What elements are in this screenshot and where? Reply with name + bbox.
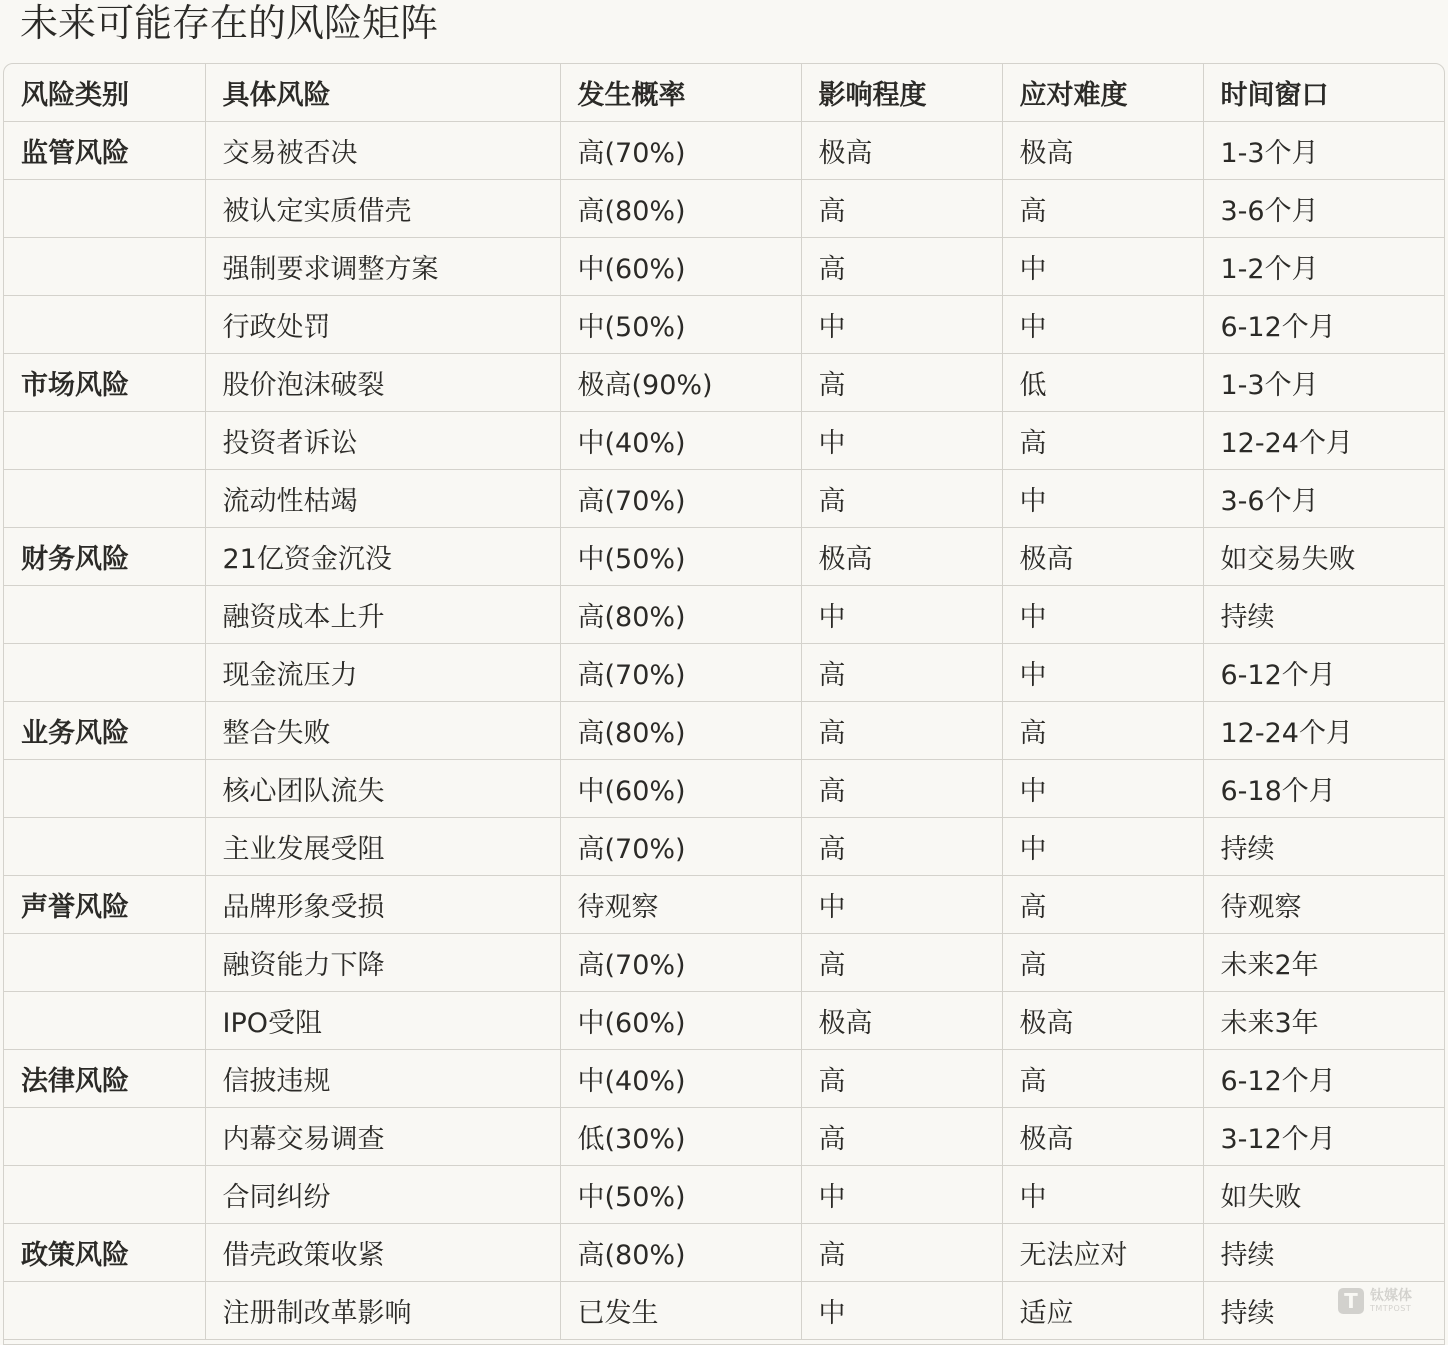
header-time-window: 时间窗口	[1203, 64, 1444, 122]
cell-time-window: 6-12个月	[1203, 1050, 1444, 1108]
table-row	[4, 122, 1444, 180]
cell-risk-category: 市场风险	[4, 354, 205, 412]
table-row	[4, 644, 1444, 702]
table-row	[4, 354, 1444, 412]
cell-specific-risk: 合同纠纷	[205, 1166, 560, 1224]
header-specific-risk: 具体风险	[205, 64, 560, 122]
cell-impact: 高	[801, 470, 1002, 528]
cell-probability: 低(30%)	[560, 1108, 801, 1166]
table-row	[4, 586, 1444, 644]
cell-impact: 中	[801, 586, 1002, 644]
cell-probability: 已发生	[560, 1282, 801, 1340]
cell-time-window: 持续	[1203, 586, 1444, 644]
cell-time-window: 持续	[1203, 818, 1444, 876]
cell-risk-category	[4, 412, 205, 470]
cell-difficulty: 极高	[1002, 528, 1203, 586]
cell-difficulty: 中	[1002, 586, 1203, 644]
cell-difficulty: 中	[1002, 238, 1203, 296]
cell-difficulty: 中	[1002, 644, 1203, 702]
cell-risk-category	[4, 934, 205, 992]
cell-probability: 高(80%)	[560, 1224, 801, 1282]
cell-impact: 高	[801, 760, 1002, 818]
table-row	[4, 876, 1444, 934]
cell-impact: 高	[801, 1108, 1002, 1166]
cell-time-window: 12-24个月	[1203, 412, 1444, 470]
cell-probability: 中(40%)	[560, 412, 801, 470]
cell-specific-risk: 借壳政策收紧	[205, 1224, 560, 1282]
cell-difficulty: 适应	[1002, 1282, 1203, 1340]
cell-time-window: 未来3年	[1203, 992, 1444, 1050]
cell-impact: 高	[801, 702, 1002, 760]
cell-time-window: 持续	[1203, 1224, 1444, 1282]
cell-specific-risk: 融资能力下降	[205, 934, 560, 992]
cell-probability: 中(40%)	[560, 1050, 801, 1108]
cell-probability: 中(50%)	[560, 1166, 801, 1224]
table-row	[4, 1282, 1444, 1340]
cell-difficulty: 高	[1002, 180, 1203, 238]
cell-time-window: 待观察	[1203, 876, 1444, 934]
cell-specific-risk: 21亿资金沉没	[205, 528, 560, 586]
table-row	[4, 818, 1444, 876]
table-row	[4, 934, 1444, 992]
cell-difficulty: 低	[1002, 354, 1203, 412]
cell-time-window: 持续	[1203, 1282, 1444, 1340]
header-difficulty: 应对难度	[1002, 64, 1203, 122]
cell-specific-risk: 核心团队流失	[205, 760, 560, 818]
cell-probability: 中(60%)	[560, 992, 801, 1050]
cell-time-window: 6-18个月	[1203, 760, 1444, 818]
table-row	[4, 992, 1444, 1050]
watermark-en: TMTPOST	[1370, 1304, 1412, 1313]
cell-difficulty: 高	[1002, 412, 1203, 470]
cell-specific-risk: 注册制改革影响	[205, 1282, 560, 1340]
cell-impact: 中	[801, 1166, 1002, 1224]
cell-risk-category	[4, 644, 205, 702]
table-row	[4, 1224, 1444, 1282]
cell-impact: 中	[801, 876, 1002, 934]
cell-risk-category	[4, 1282, 205, 1340]
cell-difficulty: 中	[1002, 470, 1203, 528]
cell-specific-risk: 整合失败	[205, 702, 560, 760]
cell-risk-category	[4, 1166, 205, 1224]
cell-difficulty: 极高	[1002, 1108, 1203, 1166]
table-row	[4, 238, 1444, 296]
cell-specific-risk: IPO受阻	[205, 992, 560, 1050]
cell-risk-category	[4, 238, 205, 296]
cell-risk-category: 法律风险	[4, 1050, 205, 1108]
table-row	[4, 760, 1444, 818]
cell-impact: 中	[801, 1282, 1002, 1340]
table-row	[4, 702, 1444, 760]
cell-impact: 高	[801, 818, 1002, 876]
cell-difficulty: 中	[1002, 760, 1203, 818]
cell-impact: 中	[801, 296, 1002, 354]
cell-risk-category	[4, 818, 205, 876]
cell-specific-risk: 交易被否决	[205, 122, 560, 180]
table-row	[4, 1166, 1444, 1224]
table-row	[4, 528, 1444, 586]
risk-matrix-table-container	[3, 63, 1445, 1345]
cell-probability: 中(50%)	[560, 528, 801, 586]
cell-risk-category	[4, 760, 205, 818]
tmtpost-logo-icon: T	[1338, 1288, 1364, 1314]
page-title: 未来可能存在的风险矩阵	[20, 1, 439, 45]
cell-difficulty: 高	[1002, 702, 1203, 760]
cell-specific-risk: 品牌形象受损	[205, 876, 560, 934]
cell-impact: 高	[801, 644, 1002, 702]
cell-probability: 高(70%)	[560, 122, 801, 180]
cell-probability: 高(70%)	[560, 644, 801, 702]
cell-difficulty: 高	[1002, 1050, 1203, 1108]
cell-difficulty: 中	[1002, 296, 1203, 354]
cell-impact: 高	[801, 1224, 1002, 1282]
table-row	[4, 180, 1444, 238]
cell-impact: 高	[801, 238, 1002, 296]
cell-probability: 高(80%)	[560, 586, 801, 644]
header-impact: 影响程度	[801, 64, 1002, 122]
cell-impact: 高	[801, 180, 1002, 238]
table-row	[4, 296, 1444, 354]
cell-probability: 待观察	[560, 876, 801, 934]
cell-risk-category: 政策风险	[4, 1224, 205, 1282]
cell-risk-category: 声誉风险	[4, 876, 205, 934]
cell-specific-risk: 被认定实质借壳	[205, 180, 560, 238]
cell-probability: 中(60%)	[560, 760, 801, 818]
cell-difficulty: 极高	[1002, 992, 1203, 1050]
cell-probability: 高(70%)	[560, 934, 801, 992]
cell-time-window: 1-2个月	[1203, 238, 1444, 296]
cell-probability: 中(60%)	[560, 238, 801, 296]
cell-difficulty: 无法应对	[1002, 1224, 1203, 1282]
cell-risk-category: 财务风险	[4, 528, 205, 586]
cell-risk-category	[4, 992, 205, 1050]
cell-difficulty: 中	[1002, 818, 1203, 876]
cell-time-window: 如交易失败	[1203, 528, 1444, 586]
cell-time-window: 6-12个月	[1203, 644, 1444, 702]
cell-probability: 高(80%)	[560, 702, 801, 760]
cell-time-window: 未来2年	[1203, 934, 1444, 992]
cell-time-window: 3-6个月	[1203, 180, 1444, 238]
cell-impact: 极高	[801, 122, 1002, 180]
cell-probability: 极高(90%)	[560, 354, 801, 412]
header-probability: 发生概率	[560, 64, 801, 122]
table-body	[4, 122, 1444, 1340]
cell-specific-risk: 现金流压力	[205, 644, 560, 702]
cell-difficulty: 中	[1002, 1166, 1203, 1224]
cell-impact: 高	[801, 1050, 1002, 1108]
cell-specific-risk: 融资成本上升	[205, 586, 560, 644]
cell-probability: 中(50%)	[560, 296, 801, 354]
table-header-row	[4, 64, 1444, 122]
cell-risk-category: 监管风险	[4, 122, 205, 180]
cell-difficulty: 极高	[1002, 122, 1203, 180]
cell-time-window: 12-24个月	[1203, 702, 1444, 760]
cell-risk-category	[4, 296, 205, 354]
table-row	[4, 1108, 1444, 1166]
cell-impact: 高	[801, 354, 1002, 412]
cell-time-window: 3-12个月	[1203, 1108, 1444, 1166]
risk-matrix-table	[4, 64, 1444, 1340]
table-row	[4, 470, 1444, 528]
cell-risk-category	[4, 1108, 205, 1166]
cell-difficulty: 高	[1002, 876, 1203, 934]
cell-time-window: 6-12个月	[1203, 296, 1444, 354]
cell-risk-category: 业务风险	[4, 702, 205, 760]
cell-risk-category	[4, 586, 205, 644]
cell-time-window: 3-6个月	[1203, 470, 1444, 528]
cell-risk-category	[4, 470, 205, 528]
cell-specific-risk: 信披违规	[205, 1050, 560, 1108]
table-row	[4, 1050, 1444, 1108]
cell-specific-risk: 股价泡沫破裂	[205, 354, 560, 412]
cell-specific-risk: 流动性枯竭	[205, 470, 560, 528]
cell-probability: 高(80%)	[560, 180, 801, 238]
cell-probability: 高(70%)	[560, 470, 801, 528]
cell-impact: 中	[801, 412, 1002, 470]
cell-specific-risk: 内幕交易调查	[205, 1108, 560, 1166]
cell-impact: 高	[801, 934, 1002, 992]
cell-probability: 高(70%)	[560, 818, 801, 876]
cell-specific-risk: 行政处罚	[205, 296, 560, 354]
watermark-cn: 钛媒体	[1370, 1288, 1412, 1304]
cell-impact: 极高	[801, 528, 1002, 586]
cell-specific-risk: 强制要求调整方案	[205, 238, 560, 296]
cell-specific-risk: 投资者诉讼	[205, 412, 560, 470]
cell-specific-risk: 主业发展受阻	[205, 818, 560, 876]
cell-risk-category	[4, 180, 205, 238]
tmtpost-watermark	[1338, 1288, 1412, 1314]
header-risk-category: 风险类别	[4, 64, 205, 122]
table-row	[4, 412, 1444, 470]
cell-time-window: 如失败	[1203, 1166, 1444, 1224]
cell-time-window: 1-3个月	[1203, 122, 1444, 180]
cell-time-window: 1-3个月	[1203, 354, 1444, 412]
cell-impact: 极高	[801, 992, 1002, 1050]
cell-difficulty: 高	[1002, 934, 1203, 992]
